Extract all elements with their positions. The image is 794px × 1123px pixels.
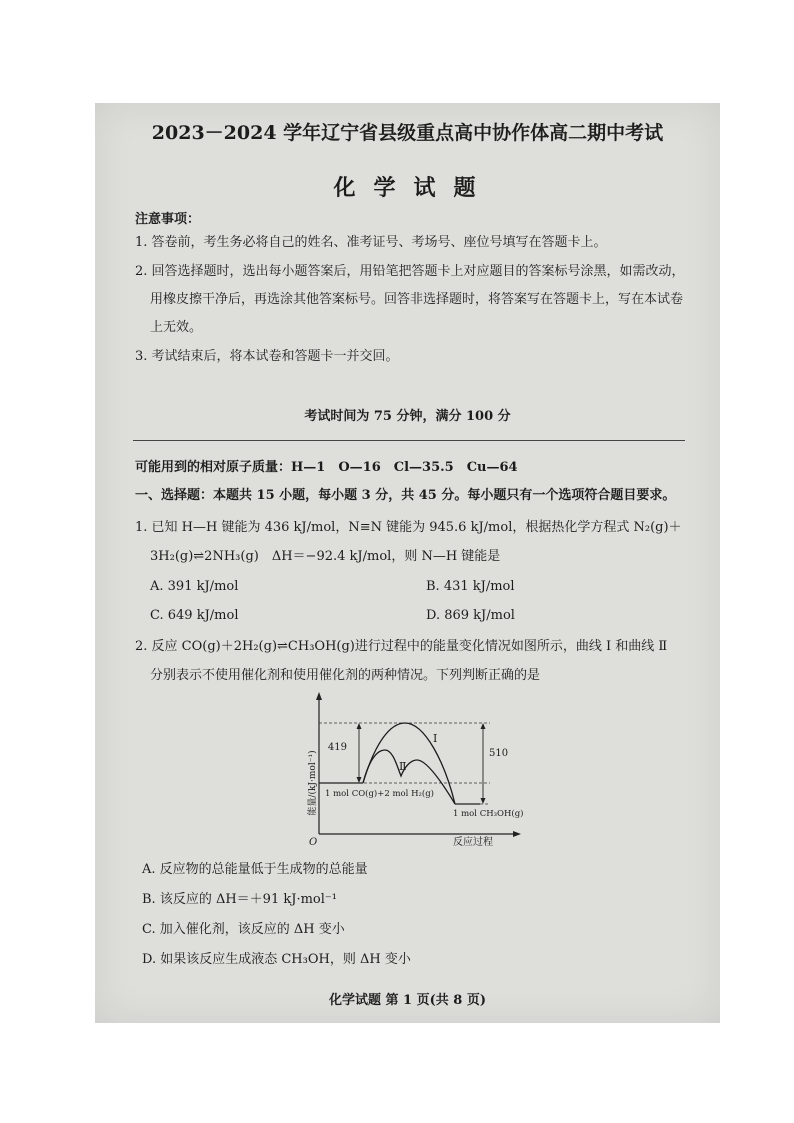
exam-title: 2023－2024 学年辽宁省县级重点高中协作体高二期中考试 (151, 122, 664, 144)
q2-option-a[interactable]: A. 反应物的总能量低于生成物的总能量 (142, 862, 368, 877)
y-axis-arrow (316, 692, 322, 700)
q1-stem-line2: 3H₂(g)⇌2NH₃(g) ΔH＝−92.4 kJ/mol，则 N—H 键能是 (150, 549, 501, 564)
reactants-label: 1 mol CO(g)+2 mol H₂(g) (325, 789, 434, 799)
notice-item-2: 2. 回答选择题时，选出每小题答案后，用铅笔把答题卡上对应题目的答案标号涂黑，如需改动， (135, 264, 685, 279)
section-1-heading: 一、选择题：本题共 15 小题，每小题 3 分，共 45 分。每小题只有一个选项符合题目要求。 (135, 488, 676, 503)
exam-page (95, 103, 720, 1023)
atomic-masses: 可能用到的相对原子质量：H—1 O—16 Cl—35.5 Cu—64 (135, 460, 518, 475)
x-axis-label: 反应过程 (453, 837, 493, 848)
notice-heading: 注意事项： (135, 212, 201, 227)
notice-item-2-end: 上无效。 (150, 320, 203, 335)
q2-option-b[interactable]: B. 该反应的 ΔH＝＋91 kJ·mol⁻¹ (142, 892, 337, 907)
q2-option-c[interactable]: C. 加入催化剂，该反应的 ΔH 变小 (142, 922, 345, 937)
label-419: 419 (327, 742, 347, 753)
curve-i-label: Ⅰ (433, 732, 438, 745)
divider (133, 440, 685, 441)
q1-option-b[interactable]: B. 431 kJ/mol (426, 579, 515, 594)
notice-item-3: 3. 考试结束后，将本试卷和答题卡一并交回。 (135, 349, 399, 364)
subject-title: 化学试题 (333, 175, 494, 201)
q1-option-a[interactable]: A. 391 kJ/mol (150, 579, 239, 594)
x-axis-arrow (513, 831, 521, 837)
product-label: 1 mol CH₃OH(g) (453, 809, 524, 819)
q2-stem-line2: 分别表示不使用催化剂和使用催化剂的两种情况。下列判断正确的是 (150, 668, 541, 683)
y-axis-label: 能量/(kJ·mol⁻¹) (308, 750, 318, 816)
q1-option-c[interactable]: C. 649 kJ/mol (150, 608, 239, 623)
q2-option-d[interactable]: D. 如果该反应生成液态 CH₃OH，则 ΔH 变小 (142, 952, 411, 967)
exam-time-line: 考试时间为 75 分钟，满分 100 分 (304, 409, 511, 424)
label-510: 510 (489, 748, 509, 759)
energy-diagram (305, 688, 555, 848)
page-footer: 化学试题 第 1 页(共 8 页) (328, 993, 487, 1008)
notice-item-2-cont: 用橡皮擦干净后，再选涂其他答案标号。回答非选择题时，将答案写在答题卡上，写在本试卷 (150, 292, 684, 307)
curve-ii-label: Ⅱ (399, 760, 407, 773)
origin-label: O (309, 837, 318, 848)
q2-stem-line1: 2. 反应 CO(g)＋2H₂(g)⇌CH₃OH(g)进行过程中的能量变化情况如图所示，曲线 Ⅰ 和曲线 Ⅱ (135, 639, 668, 654)
notice-item-1: 1. 答卷前，考生务必将自己的姓名、准考证号、考场号、座位号填写在答题卡上。 (135, 235, 607, 250)
q1-stem-line1: 1. 已知 H—H 键能为 436 kJ/mol，N≡N 键能为 945.6 kJ/mol，根据热化学方程式 N₂(g)＋ (135, 520, 682, 535)
q1-option-d[interactable]: D. 869 kJ/mol (426, 608, 515, 623)
